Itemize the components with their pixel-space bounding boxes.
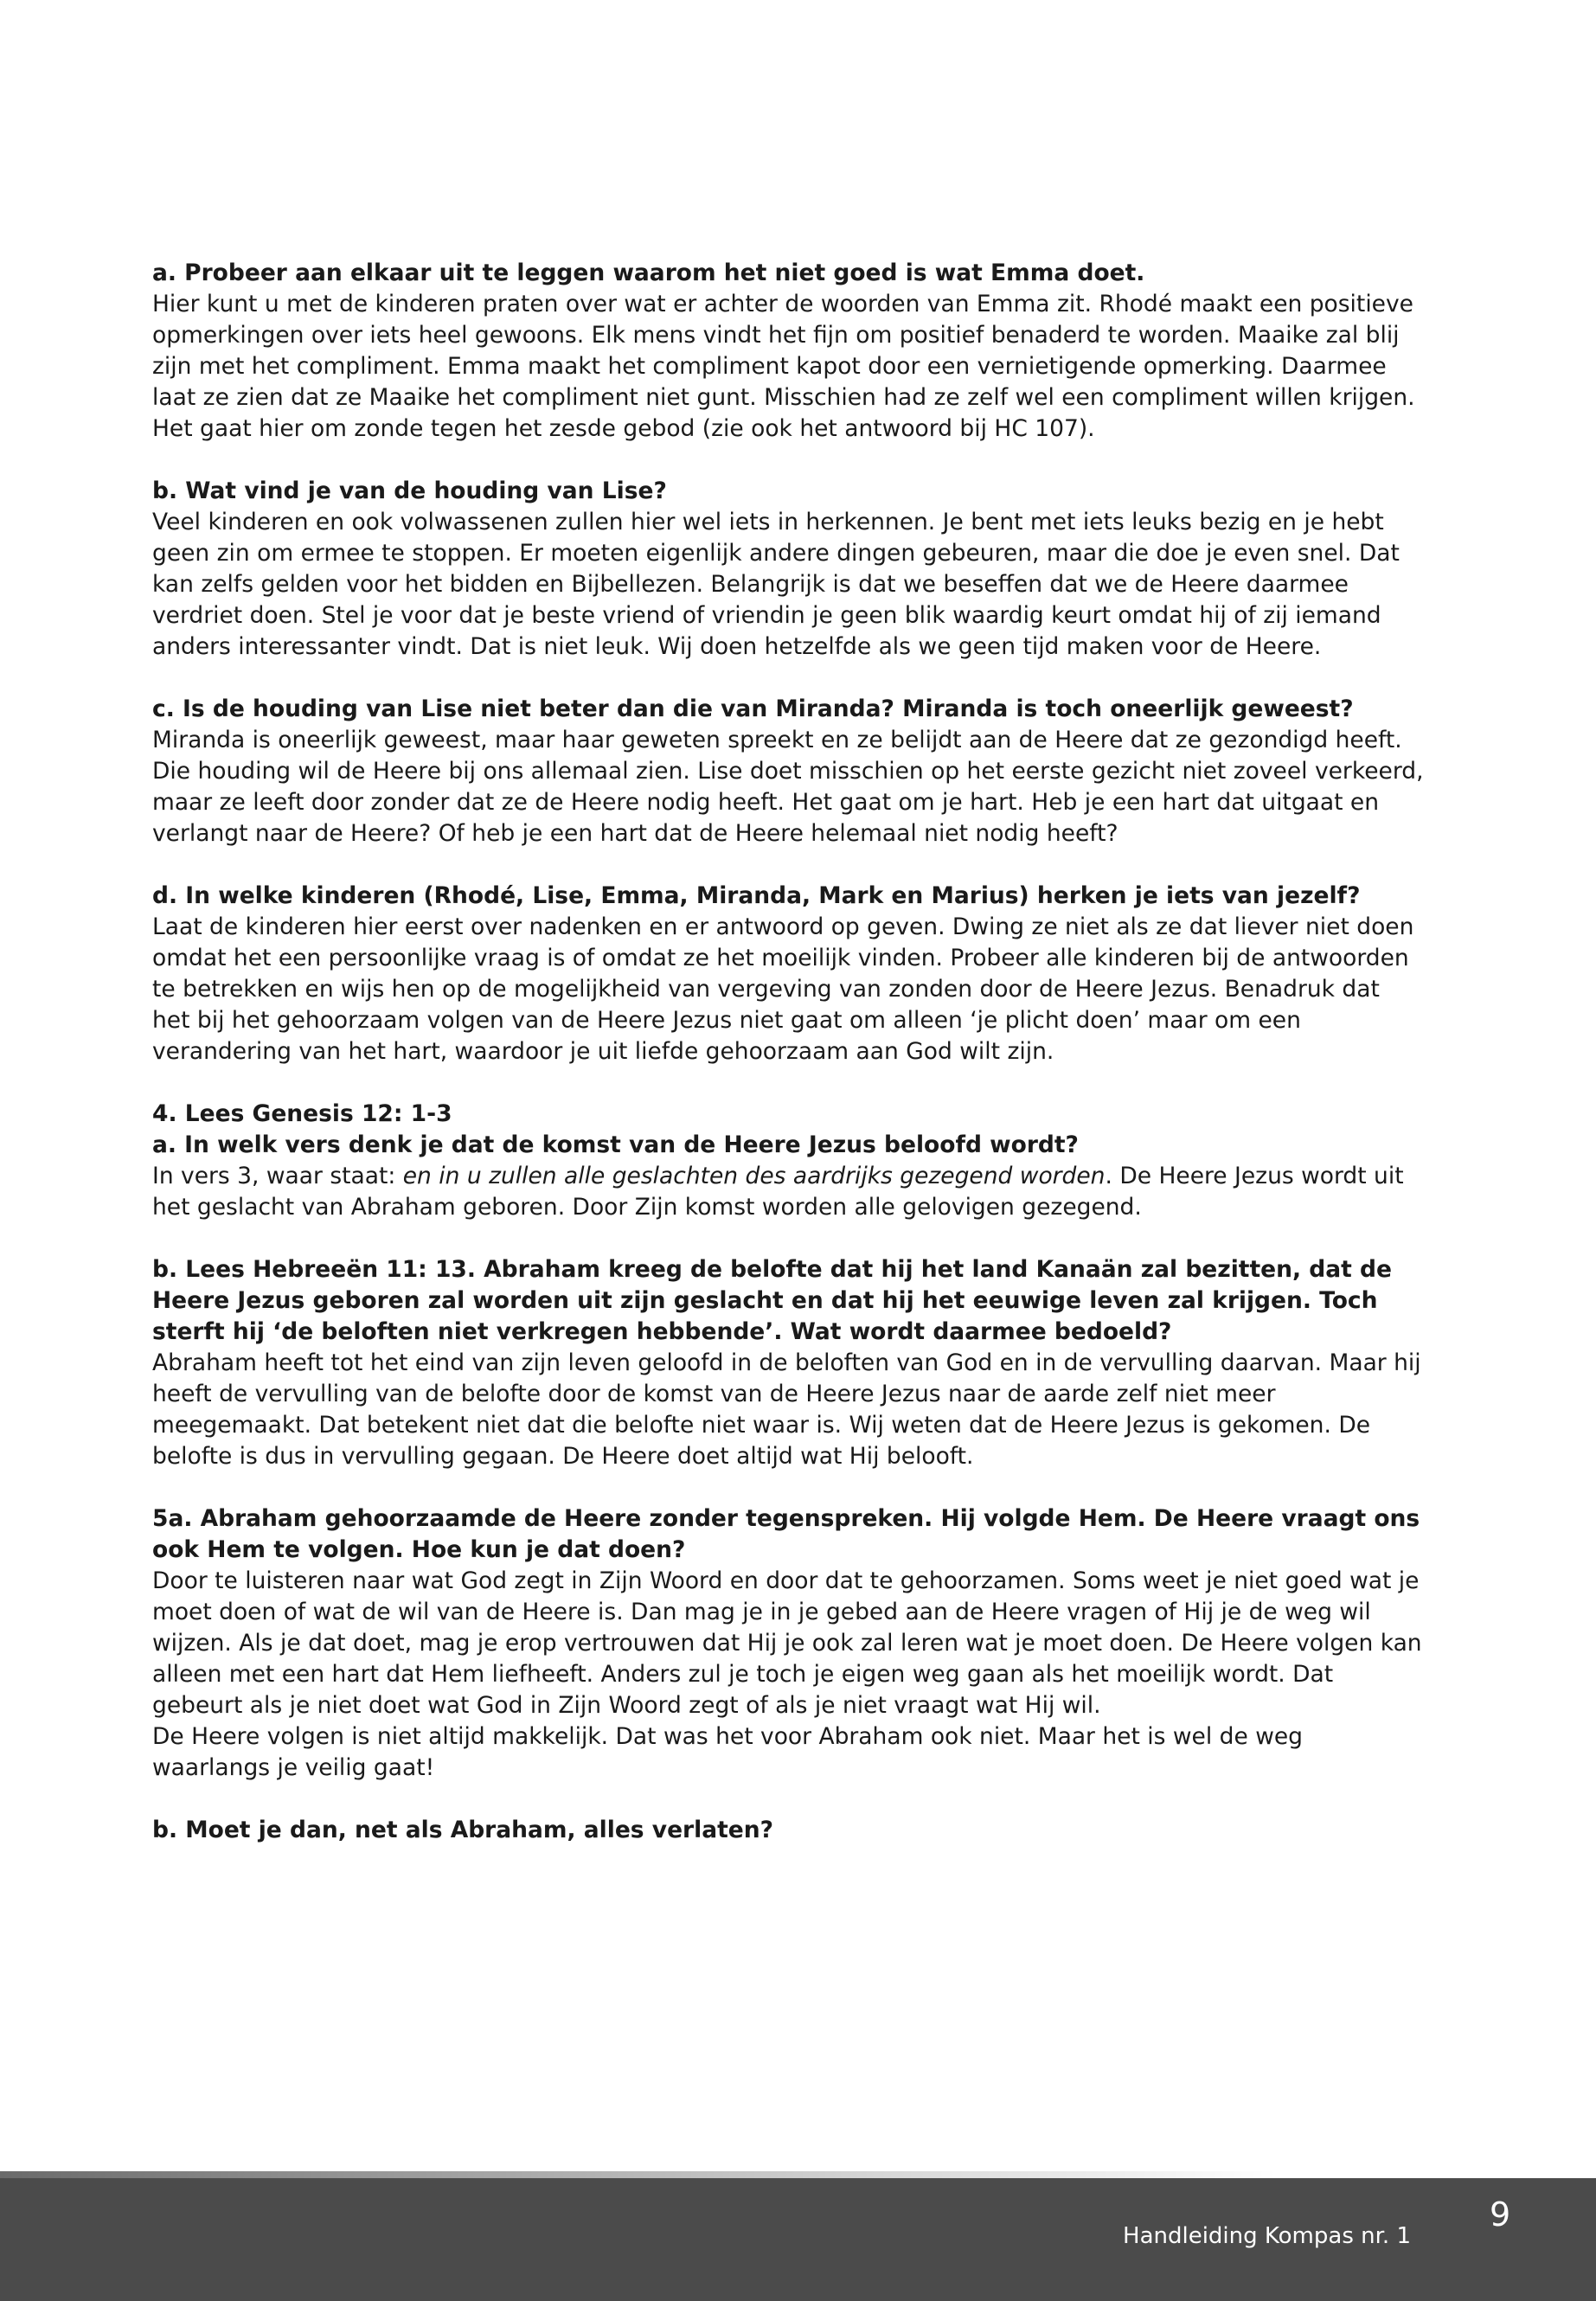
heading-4: 4. Lees Genesis 12: 1-3 <box>152 1100 452 1127</box>
answer-b: Veel kinderen en ook volwassenen zullen hier wel iets in herkennen. Je bent met iets leuks bezig en je hebt geen zin om ermee te stoppen. Er moeten eigenlijk andere dingen gebeuren, maar die doe je even snel. Dat kan zelfs gelden voor het bidden en Bijbellezen. Belangrijk is dat we beseffen dat we de Heere daarmee verdriet doen. Stel je voor dat je beste vriend of vriendin je geen blik waardig keurt omdat hij of zij iemand anders interessanter vindt. Dat is niet leuk. Wij doen hetzelfde als we geen tijd maken voor de Heere. <box>152 509 1400 660</box>
question-b: b. Wat vind je van de houding van Lise? <box>152 478 667 504</box>
question-5a: 5a. Abraham gehoorzaamde de Heere zonder tegenspreken. Hij volgde Hem. De Heere vraagt ons ook Hem te volgen. Hoe kun je dat doen? <box>152 1505 1420 1563</box>
section-d <box>152 881 1424 1067</box>
page-number: 9 <box>1490 2195 1511 2234</box>
answer-c: Miranda is oneerlijk geweest, maar haar geweten spreekt en ze belijdt aan de Heere dat ze gezondigd heeft. Die houding wil de Heere bij ons allemaal zien. Lise doet misschien op het eerste gezicht niet zoveel verkeerd, maar ze leeft door zonder dat ze de Heere nodig heeft. Het gaat om je hart. Heb je een hart dat uitgaat en verlangt naar de Heere? Of heb je een hart dat de Heere helemaal niet nodig heeft? <box>152 727 1424 847</box>
question-4b: b. Lees Hebreeën 11: 13. Abraham kreeg de belofte dat hij het land Kanaän zal bezitten, dat de Heere Jezus geboren zal worden uit zijn geslacht en dat hij het eeuwige leven zal krijgen. Toch sterft hij ‘de beloften niet verkregen hebbende’. Wat wordt daarmee bedoeld? <box>152 1256 1392 1345</box>
answer-5a: Door te luisteren naar wat God zegt in Zijn Woord en door dat te gehoorzamen. Soms weet je niet goed wat je moet doen of wat de wil van de Heere is. Dan mag je in je gebed aan de Heere vragen of Hij je de weg wil wijzen. Als je dat doet, mag je erop vertrouwen dat Hij je ook zal leren wat je moet doen. De Heere volgen kan alleen met een hart dat Hem liefheeft. Anders zul je toch je eigen weg gaan als het moeilijk wordt. Dat gebeurt als je niet doet wat God in Zijn Woord zegt of als je niet vraagt wat Hij wil. <box>152 1567 1422 1719</box>
answer-4a-quote: en in u zullen alle geslachten des aardrijks gezegend worden <box>402 1163 1106 1189</box>
question-4a: a. In welk vers denk je dat de komst van de Heere Jezus beloofd wordt? <box>152 1131 1079 1158</box>
footer-title: Handleiding Kompas nr. 1 <box>1123 2223 1411 2249</box>
section-b <box>152 476 1424 663</box>
answer-4b: Abraham heeft tot het eind van zijn leven geloofd in de beloften van God en in de vervulling daarvan. Maar hij heeft de vervulling van de belofte door de komst van de Heere Jezus naar de aarde zelf niet meer meegemaakt. Dat betekent niet dat die belofte niet waar is. Wij weten dat de Heere Jezus is gekomen. De belofte is dus in vervulling gegaan. De Heere doet altijd wat Hij belooft. <box>152 1349 1421 1470</box>
question-a: a. Probeer aan elkaar uit te leggen waarom het niet goed is wat Emma doet. <box>152 260 1145 286</box>
section-4 <box>152 1099 1424 1223</box>
answer-5a-continued: De Heere volgen is niet altijd makkelijk. Dat was het voor Abraham ook niet. Maar het is wel de weg waarlangs je veilig gaat! <box>152 1723 1303 1781</box>
question-d: d. In welke kinderen (Rhodé, Lise, Emma, Miranda, Mark en Marius) herken je iets van jezelf? <box>152 882 1361 909</box>
section-5a <box>152 1503 1424 1784</box>
question-5b: b. Moet je dan, net als Abraham, alles verlaten? <box>152 1817 773 1843</box>
section-5b <box>152 1815 1424 1846</box>
document-body <box>152 258 1424 1877</box>
answer-4a <box>152 1161 1424 1223</box>
question-c: c. Is de houding van Lise niet beter dan die van Miranda? Miranda is toch oneerlijk geweest? <box>152 695 1354 722</box>
section-c <box>152 694 1424 849</box>
answer-4a-prefix: In vers 3, waar staat: <box>152 1163 403 1189</box>
answer-d: Laat de kinderen hier eerst over nadenken en er antwoord op geven. Dwing ze niet als ze dat liever niet doen omdat het een persoonlijke vraag is of omdat ze het moeilijk vinden. Probeer alle kinderen bij de antwoorden te betrekken en wijs hen op de mogelijkheid van vergeving van zonden door de Heere Jezus. Benadruk dat het bij het gehoorzaam volgen van de Heere Jezus niet gaat om alleen ‘je plicht doen’ maar om een verandering van het hart, waardoor je uit liefde gehoorzaam aan God wilt zijn. <box>152 913 1414 1065</box>
section-a <box>152 258 1424 445</box>
answer-a: Hier kunt u met de kinderen praten over wat er achter de woorden van Emma zit. Rhodé maakt een positieve opmerkingen over iets heel gewoons. Elk mens vindt het fijn om positief benaderd te worden. Maaike zal blij zijn met het compliment. Emma maakt het compliment kapot door een vernietigende opmerking. Daarmee laat ze zien dat ze Maaike het compliment niet gunt. Misschien had ze zelf wel een compliment willen krijgen. Het gaat hier om zonde tegen het zesde gebod (zie ook het antwoord bij HC 107). <box>152 291 1415 442</box>
answer-4a-suffix: . De Heere Jezus wordt uit het geslacht van Abraham geboren. Door Zijn komst worden alle gelovigen gezegend. <box>152 1163 1404 1221</box>
section-4b <box>152 1254 1424 1472</box>
